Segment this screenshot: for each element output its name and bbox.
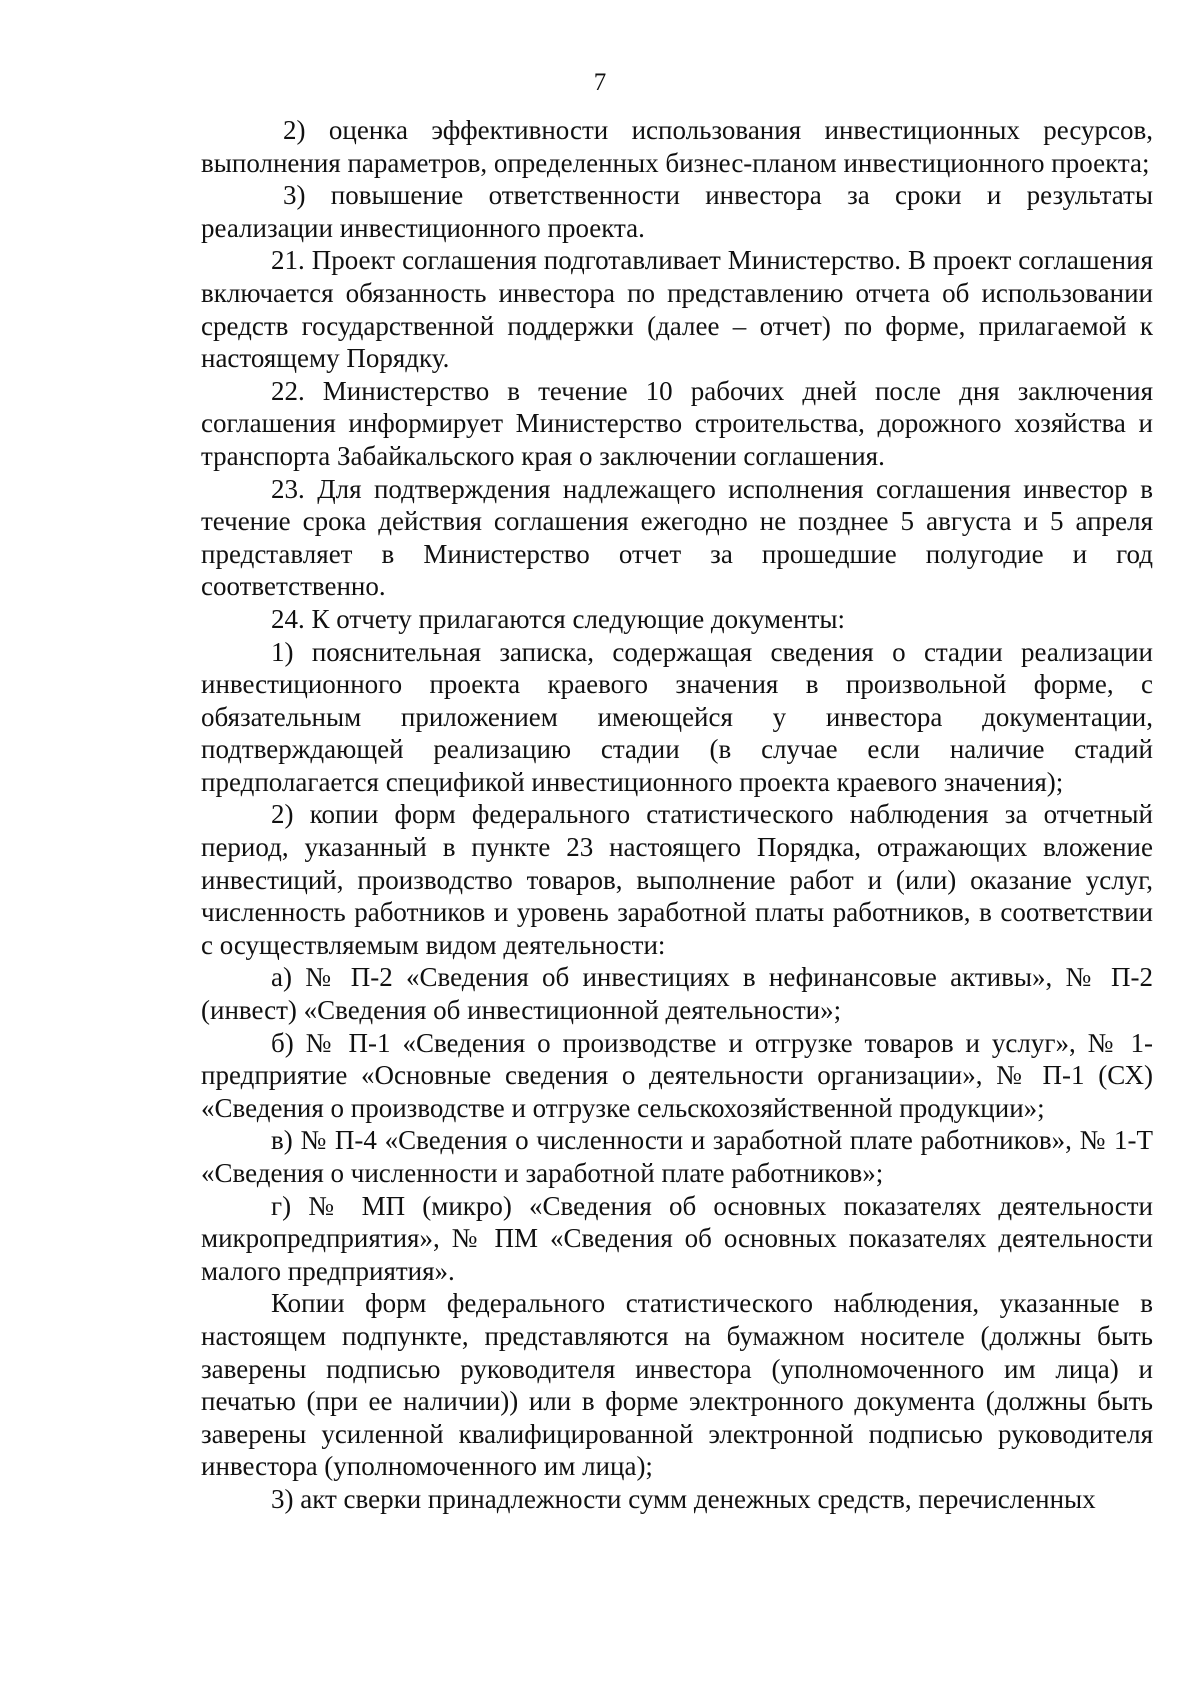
paragraph: 22. Министерство в течение 10 рабочих дней после дня заключения соглашения информирует Министерство строительства, дорожного хозяйства и транспорта Забайкальского края о заключении соглашения. <box>201 375 1153 471</box>
paragraph: б) № П-1 «Сведения о производстве и отгрузке товаров и услуг», № 1-предприятие «Основные сведения о деятельности организации», № П-1 (СХ) «Сведения о производстве и отгрузке сельскохозяйственной продукции»; <box>201 1027 1153 1123</box>
paragraph: 24. К отчету прилагаются следующие документы: <box>271 603 846 634</box>
paragraph: 23. Для подтверждения надлежащего исполнения соглашения инвестор в течение срока действия соглашения ежегодно не позднее 5 августа и 5 апреля представляет в Министерство отчет за прошедшие полугодие и год соответственно. <box>201 473 1153 602</box>
document-body <box>201 114 1153 1516</box>
paragraph: 3) акт сверки принадлежности сумм денежных средств, перечисленных <box>271 1483 1096 1514</box>
paragraph: Копии форм федерального статистического наблюдения, указанные в настоящем подпункте, представляются на бумажном носителе (должны быть заверены подписью руководителя инвестора (уполномоченного им лица) и печатью (при ее наличии)) или в форме электронного документа (должны быть заверены усиленной квалифицированной электронной подписью руководителя инвестора (уполномоченного им лица); <box>201 1288 1153 1482</box>
paragraph: 21. Проект соглашения подготавливает Министерство. В проект соглашения включается обязанность инвестора по представлению отчета об использовании средств государственной поддержки (далее – отчет) по форме, прилагаемой к настоящему Порядку. <box>201 245 1153 374</box>
paragraph: в) № П-4 «Сведения о численности и заработной плате работников», № 1-Т «Сведения о численности и заработной плате работников»; <box>201 1125 1153 1188</box>
paragraph: 1) пояснительная записка, содержащая сведения о стадии реализации инвестиционного проекта краевого значения в произвольной форме, с обязательным приложением имеющейся у инвестора документации, подтверждающей реализацию стадии (в случае если наличие стадий предполагается спецификой инвестиционного проекта краевого значения); <box>201 636 1153 797</box>
paragraph: г) № МП (микро) «Сведения об основных показателях деятельности микропредприятия», № ПМ «Сведения об основных показателях деятельности малого предприятия». <box>201 1190 1153 1286</box>
page-number: 7 <box>593 69 607 96</box>
paragraph: 2) копии форм федерального статистического наблюдения за отчетный период, указанный в пункте 23 настоящего Порядка, отражающих вложение инвестиций, производство товаров, выполнение работ и (или) оказание услуг, численность работников и уровень заработной платы работников, в соответствии с осуществляемым видом деятельности: <box>201 799 1153 960</box>
paragraph: 2) оценка эффективности использования инвестиционных ресурсов, выполнения параметров, определенных бизнес-планом инвестиционного проекта; <box>201 115 1153 178</box>
paragraph: 3) повышение ответственности инвестора за сроки и результаты реализации инвестиционного проекта. <box>201 180 1153 243</box>
paragraph: а) № П-2 «Сведения об инвестициях в нефинансовые активы», № П-2 (инвест) «Сведения об инвестиционной деятельности»; <box>201 962 1153 1026</box>
